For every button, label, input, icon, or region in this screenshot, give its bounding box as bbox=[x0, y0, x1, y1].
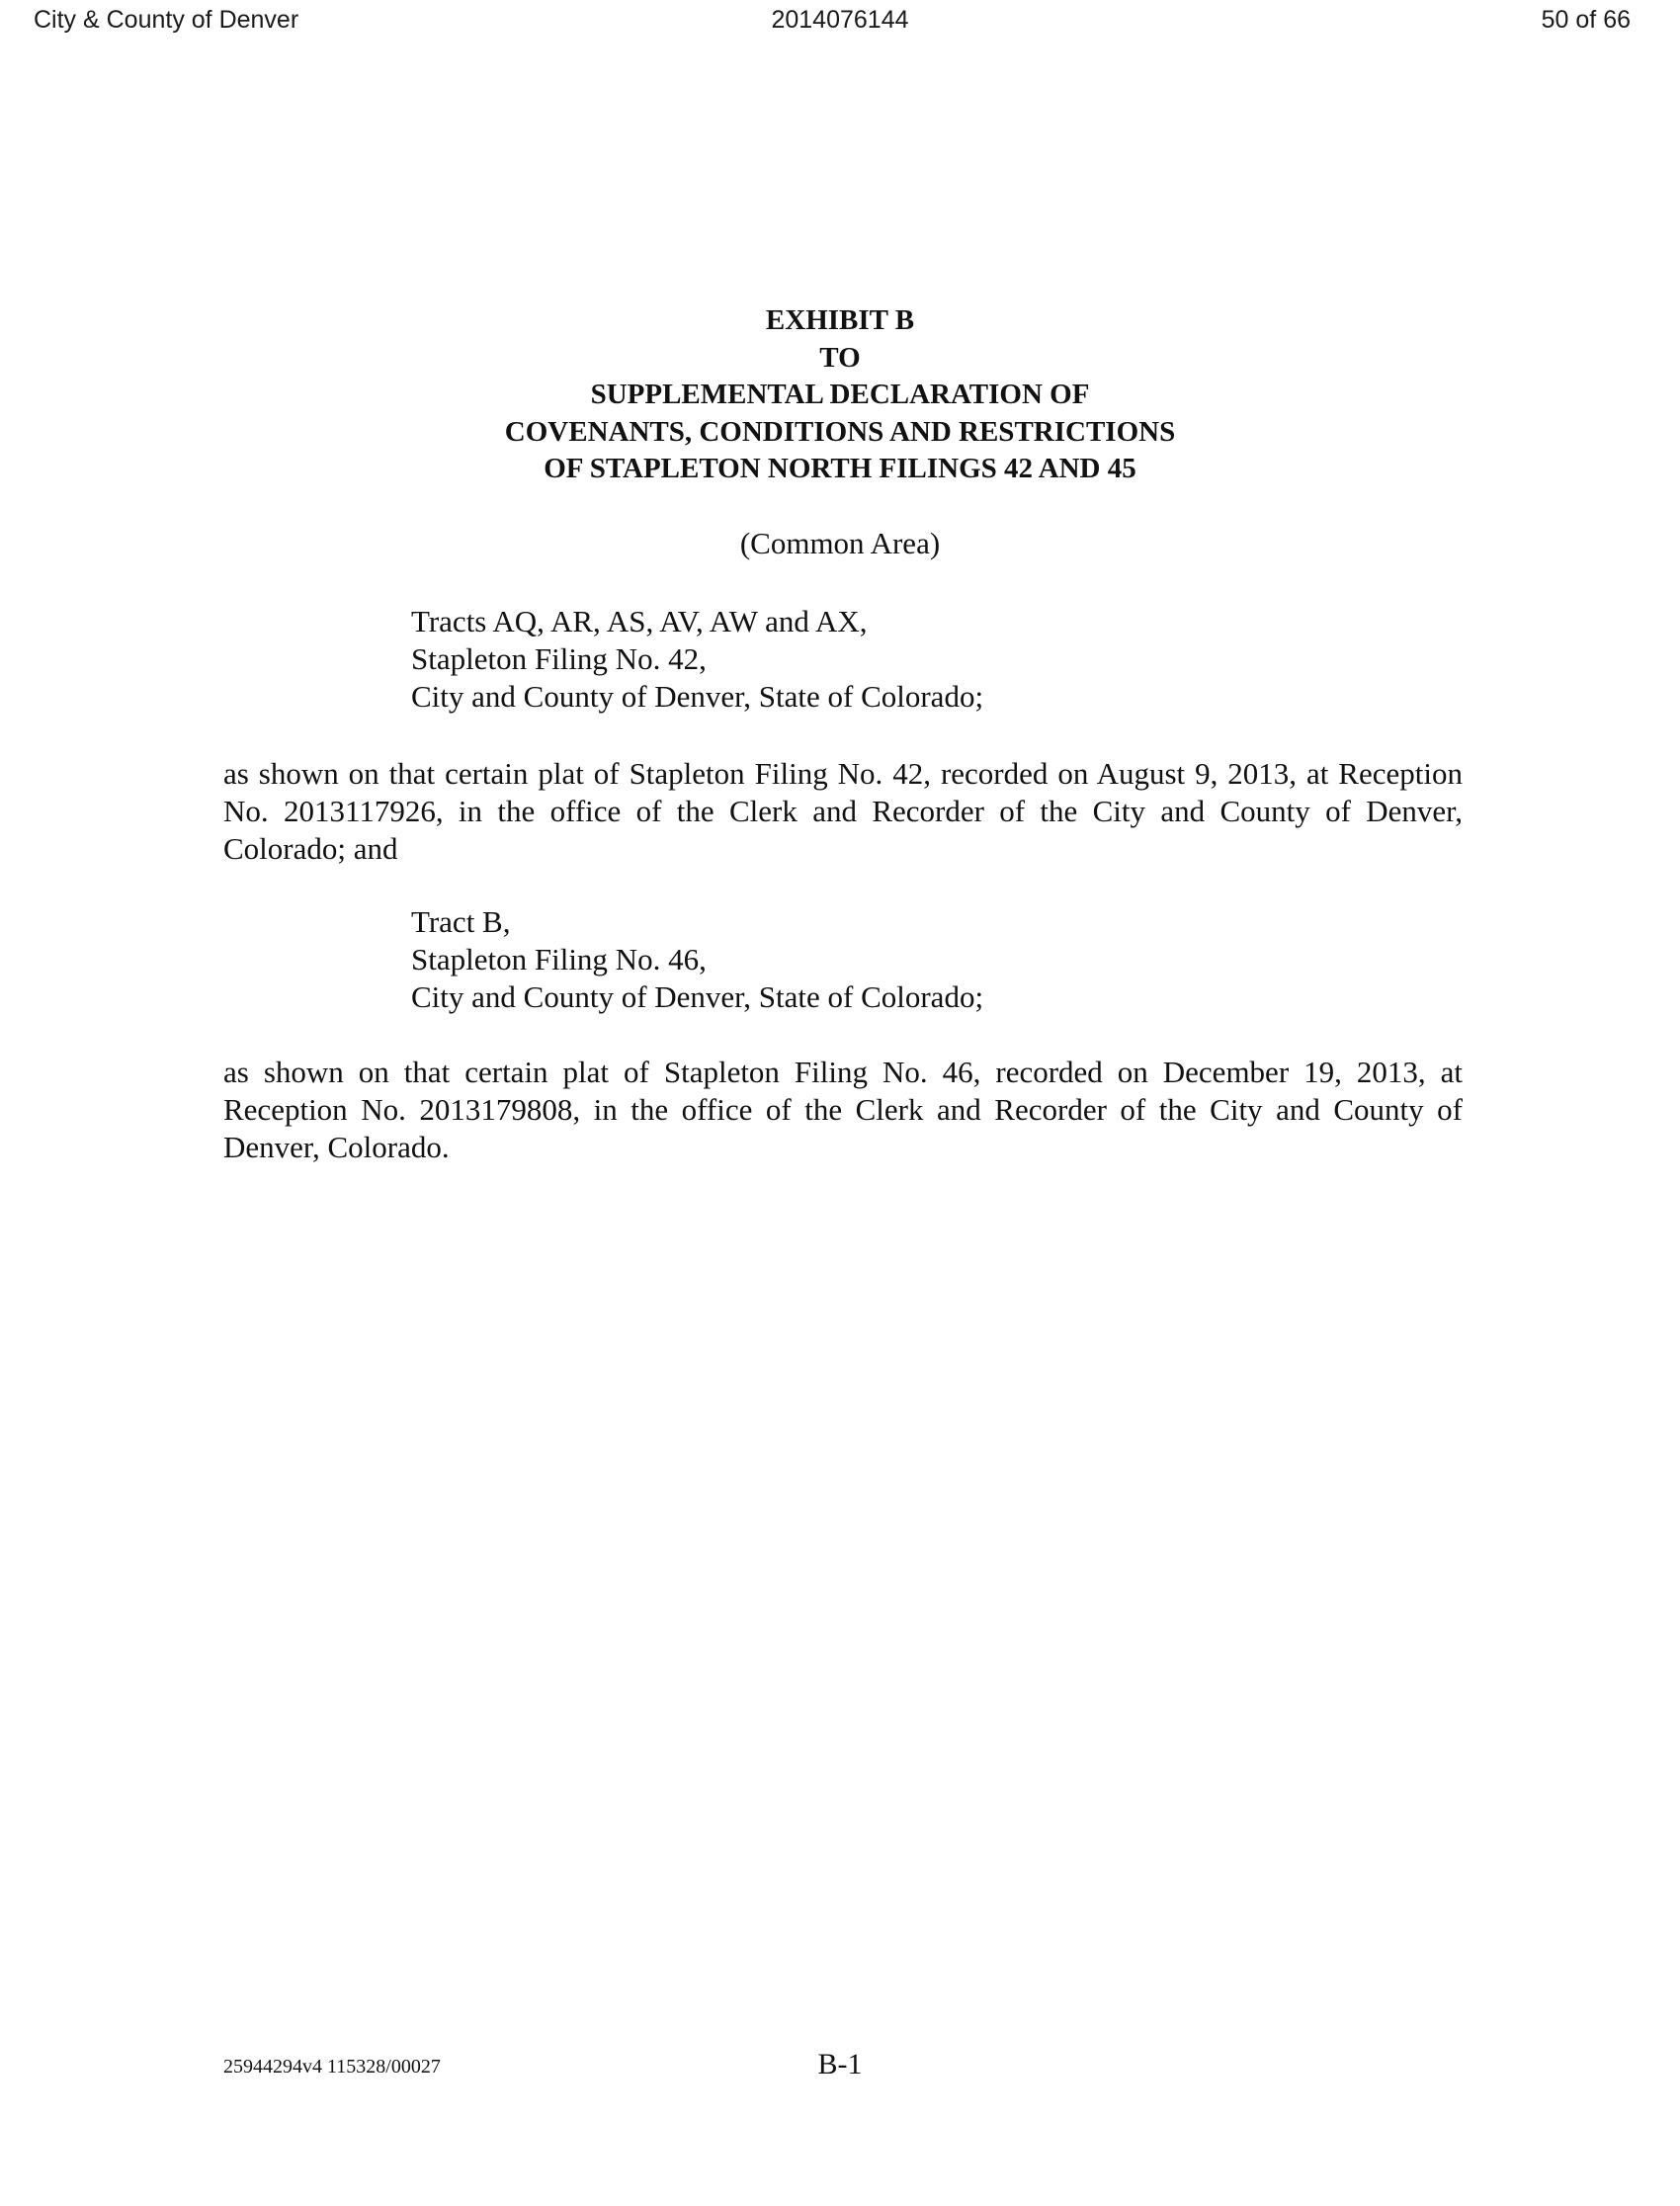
footer-page-label: B-1 bbox=[817, 2048, 863, 2080]
header-page-count: 50 of 66 bbox=[1541, 6, 1631, 34]
plat-paragraph-1: as shown on that certain plat of Stapleton Filing No. 42, recorded on August 9, 2013, at Reception No. 2013117926, in the office of the Clerk and Recorder of the City and County of Denver, Colorado; and bbox=[223, 756, 1463, 866]
title-line: SUPPLEMENTAL DECLARATION OF bbox=[590, 379, 1090, 410]
plat-paragraph-2: as shown on that certain plat of Stapleton Filing No. 46, recorded on December 19, 2013, at Reception No. 2013179808, in the office of the Clerk and Recorder of the City and County of Denver, Colorado. bbox=[223, 1055, 1463, 1164]
title-line: COVENANTS, CONDITIONS AND RESTRICTIONS bbox=[504, 415, 1176, 448]
title-line: EXHIBIT B bbox=[765, 304, 915, 336]
header-reception-number: 2014076144 bbox=[771, 6, 909, 34]
exhibit-subtitle: (Common Area) bbox=[739, 526, 941, 560]
footer-document-id: 25944294v4 115328/00027 bbox=[223, 2056, 441, 2078]
tract-line: City and County of Denver, State of Colorado; bbox=[411, 979, 984, 1014]
tract-description-2 bbox=[411, 903, 983, 1016]
header-county-name: City & County of Denver bbox=[34, 6, 299, 34]
exhibit-title bbox=[0, 302, 1680, 488]
tract-line: Stapleton Filing No. 46, bbox=[411, 942, 707, 976]
tract-line: Tracts AQ, AR, AS, AV, AW and AX, bbox=[411, 604, 868, 638]
page-header bbox=[0, 2, 1680, 42]
title-line: TO bbox=[819, 341, 861, 374]
tract-line: City and County of Denver, State of Colorado; bbox=[411, 679, 984, 714]
tract-description-1 bbox=[411, 603, 983, 716]
tract-line: Tract B, bbox=[411, 904, 511, 939]
title-line: OF STAPLETON NORTH FILINGS 42 AND 45 bbox=[544, 453, 1136, 484]
tract-line: Stapleton Filing No. 42, bbox=[411, 641, 707, 676]
